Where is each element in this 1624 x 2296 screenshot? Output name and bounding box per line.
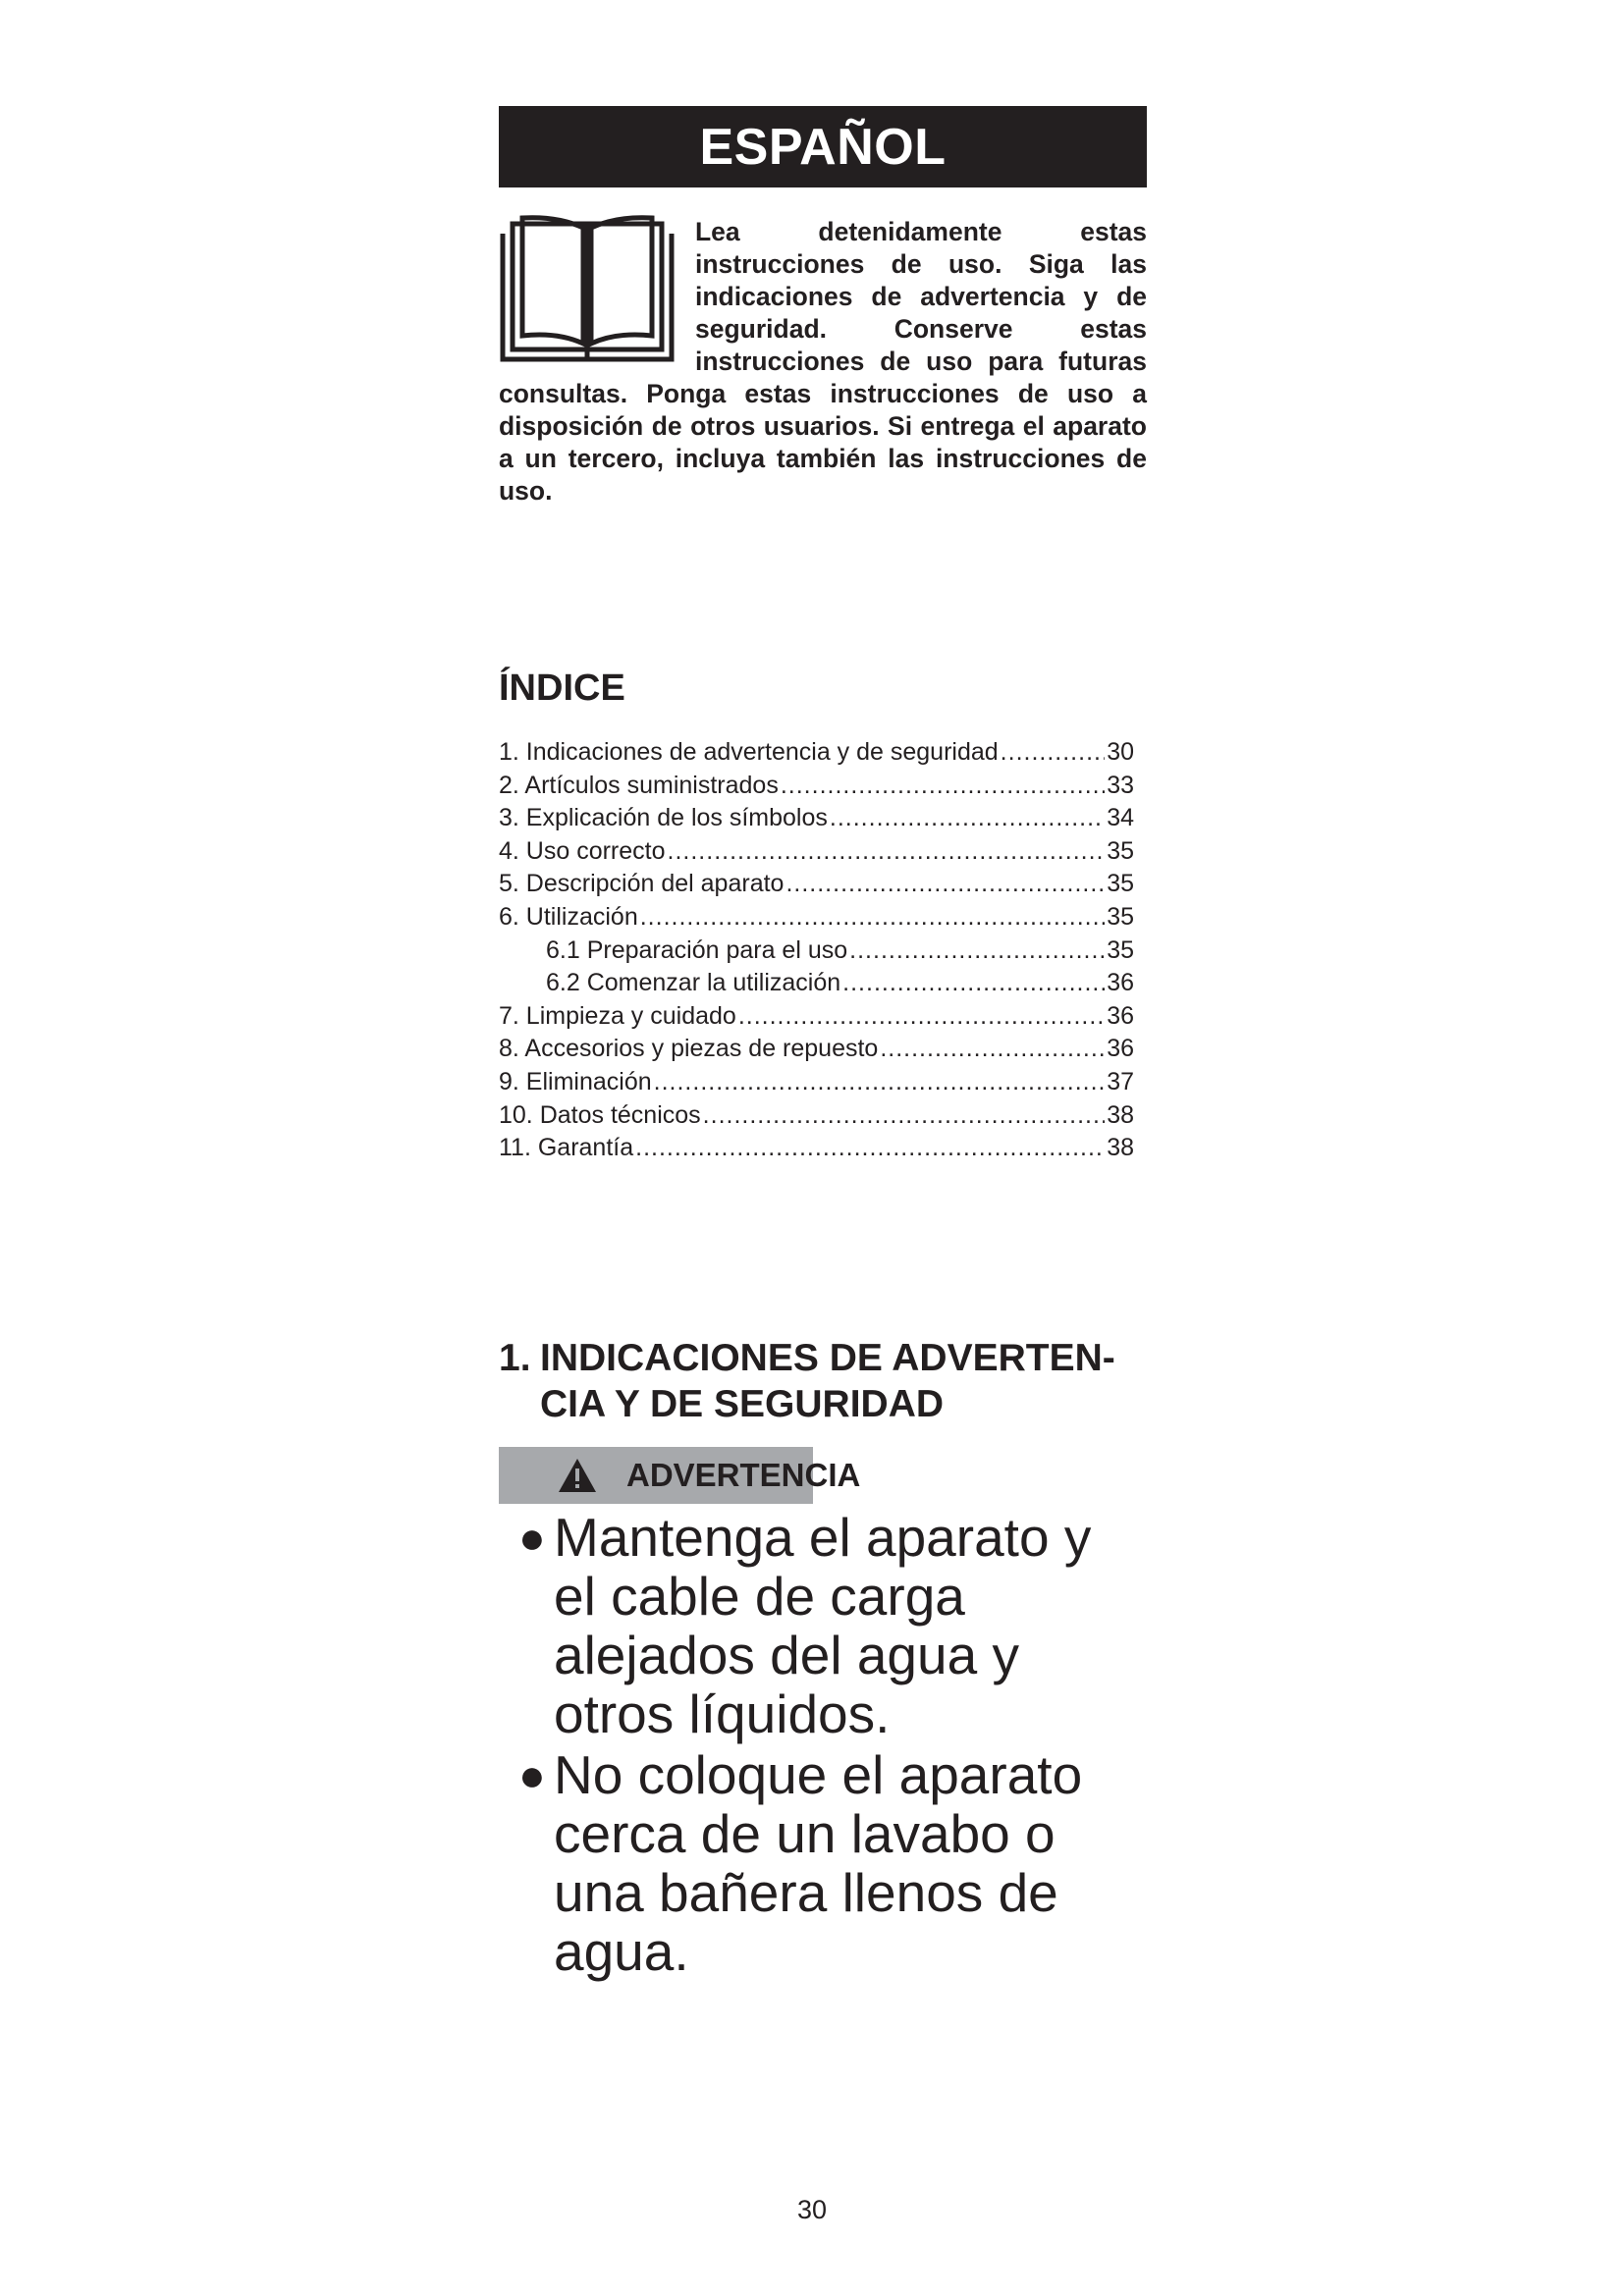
table-of-contents bbox=[499, 736, 1134, 1165]
list-item: ● No coloque el aparato cerca de un lavabo o una bañera llenos de agua. bbox=[518, 1744, 1083, 1982]
language-banner bbox=[499, 106, 1147, 187]
toc-item[interactable]: 9. Eliminación ..... 37 bbox=[499, 1066, 1134, 1099]
intro-paragraph: Lea detenidamente estas instrucciones de uso. Siga las indicaciones de advertencia y de seguridad. Conserve estas instrucciones de uso para futuras consultas. Ponga estas instrucciones de uso a disposición de otros usuarios. Si entrega el aparato a un tercero, incluya también las instrucciones de uso. bbox=[499, 217, 1147, 506]
toc-item[interactable]: 3. Explicación de los símbolos ..... 34 bbox=[499, 802, 1134, 835]
toc-item[interactable]: 7. Limpieza y cuidado ..... 36 bbox=[499, 1000, 1134, 1034]
bullet-icon: ● bbox=[518, 1749, 546, 1800]
toc-item[interactable]: 5. Descripción del aparato ..... 35 bbox=[499, 868, 1134, 901]
toc-item[interactable]: 4. Uso correcto ..... 35 bbox=[499, 835, 1134, 869]
toc-item[interactable]: 1. Indicaciones de advertencia y de seguridad ..... 30 bbox=[499, 736, 1134, 770]
toc-item[interactable]: 10. Datos técnicos ..... 38 bbox=[499, 1099, 1134, 1133]
section-title-line1: INDICACIONES DE ADVERTEN- bbox=[540, 1337, 1115, 1379]
section-number: 1. bbox=[499, 1337, 531, 1379]
section-title-line2: CIA Y DE SEGURIDAD bbox=[540, 1383, 945, 1425]
warning-list bbox=[518, 1508, 1186, 1981]
warning-text: ADVERTENCIA bbox=[626, 1457, 861, 1493]
section-heading bbox=[499, 1335, 1166, 1427]
warning-label bbox=[558, 1447, 860, 1504]
language-title: ESPAÑOL bbox=[699, 118, 947, 176]
toc-title: ÍNDICE bbox=[499, 667, 625, 709]
toc-item[interactable]: 2. Artículos suministrados ..... 33 bbox=[499, 770, 1134, 803]
toc-subitem[interactable]: 6.1 Preparación para el uso ..... 35 bbox=[499, 934, 1134, 968]
bullet-icon: ● bbox=[518, 1512, 546, 1563]
toc-item[interactable]: 8. Accesorios y piezas de repuesto ..... 36 bbox=[499, 1033, 1134, 1066]
toc-subitem[interactable]: 6.2 Comenzar la utilización ..... 36 bbox=[499, 967, 1134, 1000]
list-item: ● Mantenga el aparato y el cable de carga alejados del agua y otros líquidos. bbox=[518, 1507, 1092, 1744]
toc-item[interactable]: 6. Utilización ..... 35 bbox=[499, 901, 1134, 934]
warning-triangle-icon bbox=[558, 1458, 597, 1493]
toc-item[interactable]: 11. Garantía ..... 38 bbox=[499, 1132, 1134, 1165]
page-number: 30 bbox=[796, 2195, 828, 2224]
